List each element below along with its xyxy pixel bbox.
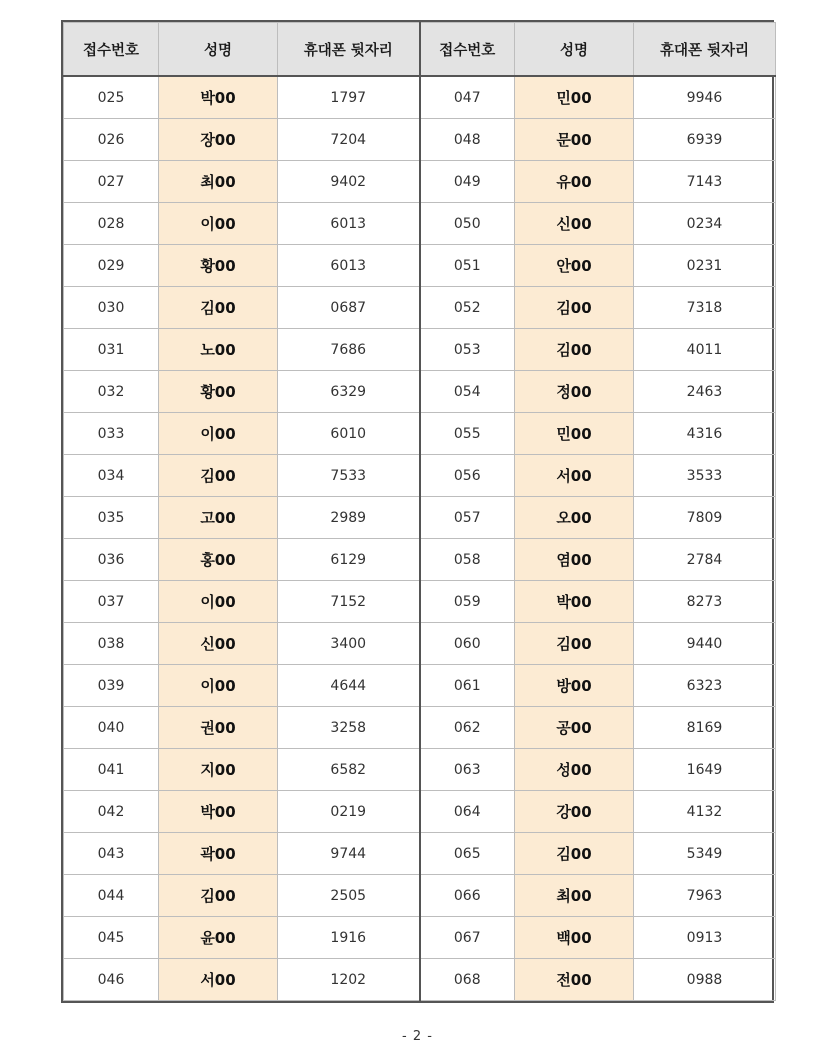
receipt-number-cell-left: 039 xyxy=(64,665,159,707)
receipt-number-cell-right: 064 xyxy=(420,791,515,833)
phone-last-digits-cell-right: 8273 xyxy=(634,581,776,623)
page-number: - 2 - xyxy=(402,1029,433,1044)
applicant-name-cell-left: 노00 xyxy=(159,329,278,371)
receipt-number-cell-left: 044 xyxy=(64,875,159,917)
phone-last-digits-cell-right: 2463 xyxy=(634,371,776,413)
receipt-number-cell-right: 065 xyxy=(420,833,515,875)
phone-last-digits-cell-left: 6010 xyxy=(278,413,420,455)
phone-last-digits-cell-left: 1202 xyxy=(278,959,420,1001)
phone-last-digits-cell-left: 6129 xyxy=(278,539,420,581)
applicant-name-cell-right: 성00 xyxy=(515,749,634,791)
applicant-name-cell-left: 김00 xyxy=(159,287,278,329)
phone-last-digits-cell-left: 7204 xyxy=(278,119,420,161)
receipt-number-cell-left: 043 xyxy=(64,833,159,875)
table-row xyxy=(64,371,776,413)
applicant-name-cell-left: 이00 xyxy=(159,413,278,455)
receipt-number-cell-left: 029 xyxy=(64,245,159,287)
phone-last-digits-cell-right: 5349 xyxy=(634,833,776,875)
receipt-number-cell-right: 061 xyxy=(420,665,515,707)
phone-last-digits-cell-left: 6013 xyxy=(278,245,420,287)
table-body xyxy=(64,76,776,1001)
receipt-number-cell-left: 026 xyxy=(64,119,159,161)
applicant-name-cell-right: 김00 xyxy=(515,287,634,329)
phone-last-digits-cell-right: 3533 xyxy=(634,455,776,497)
phone-last-digits-cell-right: 4132 xyxy=(634,791,776,833)
applicant-name-cell-right: 김00 xyxy=(515,329,634,371)
table-row xyxy=(64,959,776,1001)
phone-last-digits-cell-left: 2989 xyxy=(278,497,420,539)
phone-last-digits-cell-left: 1797 xyxy=(278,76,420,119)
applicant-name-cell-right: 민00 xyxy=(515,413,634,455)
phone-last-digits-cell-left: 7533 xyxy=(278,455,420,497)
receipt-number-cell-left: 042 xyxy=(64,791,159,833)
phone-last-digits-cell-right: 9440 xyxy=(634,623,776,665)
applicant-name-cell-right: 민00 xyxy=(515,76,634,119)
receipt-number-cell-left: 037 xyxy=(64,581,159,623)
applicant-name-cell-left: 윤00 xyxy=(159,917,278,959)
phone-last-digits-cell-right: 8169 xyxy=(634,707,776,749)
table-row xyxy=(64,833,776,875)
table-row xyxy=(64,665,776,707)
phone-last-digits-cell-left: 2505 xyxy=(278,875,420,917)
table-row xyxy=(64,329,776,371)
receipt-number-cell-right: 051 xyxy=(420,245,515,287)
applicant-name-cell-left: 최00 xyxy=(159,161,278,203)
applicant-name-cell-right: 백00 xyxy=(515,917,634,959)
header-receipt-number-right: 접수번호 xyxy=(420,23,515,77)
applicant-name-cell-right: 방00 xyxy=(515,665,634,707)
receipt-number-cell-left: 031 xyxy=(64,329,159,371)
table-row xyxy=(64,455,776,497)
applicant-name-cell-left: 장00 xyxy=(159,119,278,161)
receipt-number-cell-right: 067 xyxy=(420,917,515,959)
applicant-name-cell-left: 곽00 xyxy=(159,833,278,875)
receipt-number-cell-right: 066 xyxy=(420,875,515,917)
table-header-row xyxy=(64,23,776,77)
receipt-number-cell-left: 045 xyxy=(64,917,159,959)
phone-last-digits-cell-left: 7152 xyxy=(278,581,420,623)
table-row xyxy=(64,245,776,287)
phone-last-digits-cell-right: 9946 xyxy=(634,76,776,119)
receipt-number-cell-right: 054 xyxy=(420,371,515,413)
receipt-number-cell-right: 053 xyxy=(420,329,515,371)
receipt-number-cell-left: 034 xyxy=(64,455,159,497)
table-row xyxy=(64,161,776,203)
phone-last-digits-cell-right: 1649 xyxy=(634,749,776,791)
header-name-left: 성명 xyxy=(159,23,278,77)
table-row xyxy=(64,875,776,917)
applicant-name-cell-left: 박00 xyxy=(159,76,278,119)
applicant-name-cell-left: 이00 xyxy=(159,665,278,707)
applicant-name-cell-right: 신00 xyxy=(515,203,634,245)
phone-last-digits-cell-right: 0231 xyxy=(634,245,776,287)
applicant-name-cell-left: 김00 xyxy=(159,875,278,917)
table-row xyxy=(64,539,776,581)
phone-last-digits-cell-right: 6323 xyxy=(634,665,776,707)
phone-last-digits-cell-left: 9744 xyxy=(278,833,420,875)
table-row xyxy=(64,203,776,245)
phone-last-digits-cell-right: 7143 xyxy=(634,161,776,203)
receipt-number-cell-left: 038 xyxy=(64,623,159,665)
applicant-name-cell-left: 황00 xyxy=(159,245,278,287)
applicant-name-cell-left: 이00 xyxy=(159,581,278,623)
applicant-name-cell-right: 전00 xyxy=(515,959,634,1001)
applicant-name-cell-right: 서00 xyxy=(515,455,634,497)
applicant-name-cell-right: 김00 xyxy=(515,833,634,875)
receipt-number-cell-right: 052 xyxy=(420,287,515,329)
phone-last-digits-cell-right: 0988 xyxy=(634,959,776,1001)
applicant-name-cell-left: 고00 xyxy=(159,497,278,539)
applicant-name-cell-left: 서00 xyxy=(159,959,278,1001)
applicant-name-cell-right: 정00 xyxy=(515,371,634,413)
applicant-name-cell-left: 김00 xyxy=(159,455,278,497)
receipt-number-cell-right: 056 xyxy=(420,455,515,497)
receipt-number-cell-right: 063 xyxy=(420,749,515,791)
applicant-name-cell-right: 오00 xyxy=(515,497,634,539)
receipt-number-cell-right: 050 xyxy=(420,203,515,245)
receipt-number-cell-right: 068 xyxy=(420,959,515,1001)
header-name-right: 성명 xyxy=(515,23,634,77)
registration-table xyxy=(63,22,776,1001)
applicant-name-cell-right: 염00 xyxy=(515,539,634,581)
table-row xyxy=(64,707,776,749)
applicant-name-cell-right: 최00 xyxy=(515,875,634,917)
phone-last-digits-cell-left: 0219 xyxy=(278,791,420,833)
table-row xyxy=(64,119,776,161)
receipt-number-cell-left: 030 xyxy=(64,287,159,329)
header-phone-right: 휴대폰 뒷자리 xyxy=(634,23,776,77)
receipt-number-cell-right: 049 xyxy=(420,161,515,203)
phone-last-digits-cell-left: 3400 xyxy=(278,623,420,665)
receipt-number-cell-right: 055 xyxy=(420,413,515,455)
phone-last-digits-cell-right: 6939 xyxy=(634,119,776,161)
applicant-name-cell-left: 박00 xyxy=(159,791,278,833)
receipt-number-cell-left: 041 xyxy=(64,749,159,791)
receipt-number-cell-right: 057 xyxy=(420,497,515,539)
receipt-number-cell-right: 060 xyxy=(420,623,515,665)
registration-table-container xyxy=(61,20,774,1003)
receipt-number-cell-right: 047 xyxy=(420,76,515,119)
table-row xyxy=(64,497,776,539)
receipt-number-cell-left: 046 xyxy=(64,959,159,1001)
table-row xyxy=(64,749,776,791)
phone-last-digits-cell-left: 6013 xyxy=(278,203,420,245)
phone-last-digits-cell-right: 7809 xyxy=(634,497,776,539)
receipt-number-cell-right: 062 xyxy=(420,707,515,749)
applicant-name-cell-right: 박00 xyxy=(515,581,634,623)
receipt-number-cell-left: 036 xyxy=(64,539,159,581)
receipt-number-cell-right: 059 xyxy=(420,581,515,623)
applicant-name-cell-right: 공00 xyxy=(515,707,634,749)
applicant-name-cell-right: 김00 xyxy=(515,623,634,665)
receipt-number-cell-left: 033 xyxy=(64,413,159,455)
applicant-name-cell-right: 문00 xyxy=(515,119,634,161)
phone-last-digits-cell-left: 6329 xyxy=(278,371,420,413)
applicant-name-cell-left: 홍00 xyxy=(159,539,278,581)
table-row xyxy=(64,917,776,959)
header-phone-left: 휴대폰 뒷자리 xyxy=(278,23,420,77)
phone-last-digits-cell-left: 6582 xyxy=(278,749,420,791)
applicant-name-cell-left: 권00 xyxy=(159,707,278,749)
receipt-number-cell-left: 028 xyxy=(64,203,159,245)
phone-last-digits-cell-left: 4644 xyxy=(278,665,420,707)
applicant-name-cell-right: 안00 xyxy=(515,245,634,287)
table-row xyxy=(64,791,776,833)
phone-last-digits-cell-right: 4316 xyxy=(634,413,776,455)
phone-last-digits-cell-right: 0913 xyxy=(634,917,776,959)
receipt-number-cell-right: 048 xyxy=(420,119,515,161)
receipt-number-cell-left: 040 xyxy=(64,707,159,749)
receipt-number-cell-left: 027 xyxy=(64,161,159,203)
applicant-name-cell-left: 신00 xyxy=(159,623,278,665)
phone-last-digits-cell-right: 0234 xyxy=(634,203,776,245)
phone-last-digits-cell-right: 7318 xyxy=(634,287,776,329)
receipt-number-cell-right: 058 xyxy=(420,539,515,581)
phone-last-digits-cell-right: 4011 xyxy=(634,329,776,371)
table-row xyxy=(64,413,776,455)
applicant-name-cell-left: 이00 xyxy=(159,203,278,245)
table-row xyxy=(64,287,776,329)
applicant-name-cell-left: 황00 xyxy=(159,371,278,413)
table-row xyxy=(64,76,776,119)
phone-last-digits-cell-left: 7686 xyxy=(278,329,420,371)
table-row xyxy=(64,581,776,623)
phone-last-digits-cell-left: 1916 xyxy=(278,917,420,959)
header-receipt-number-left: 접수번호 xyxy=(64,23,159,77)
receipt-number-cell-left: 035 xyxy=(64,497,159,539)
phone-last-digits-cell-left: 9402 xyxy=(278,161,420,203)
applicant-name-cell-right: 유00 xyxy=(515,161,634,203)
receipt-number-cell-left: 025 xyxy=(64,76,159,119)
table-row xyxy=(64,623,776,665)
phone-last-digits-cell-left: 0687 xyxy=(278,287,420,329)
phone-last-digits-cell-right: 2784 xyxy=(634,539,776,581)
phone-last-digits-cell-left: 3258 xyxy=(278,707,420,749)
phone-last-digits-cell-right: 7963 xyxy=(634,875,776,917)
applicant-name-cell-left: 지00 xyxy=(159,749,278,791)
receipt-number-cell-left: 032 xyxy=(64,371,159,413)
applicant-name-cell-right: 강00 xyxy=(515,791,634,833)
